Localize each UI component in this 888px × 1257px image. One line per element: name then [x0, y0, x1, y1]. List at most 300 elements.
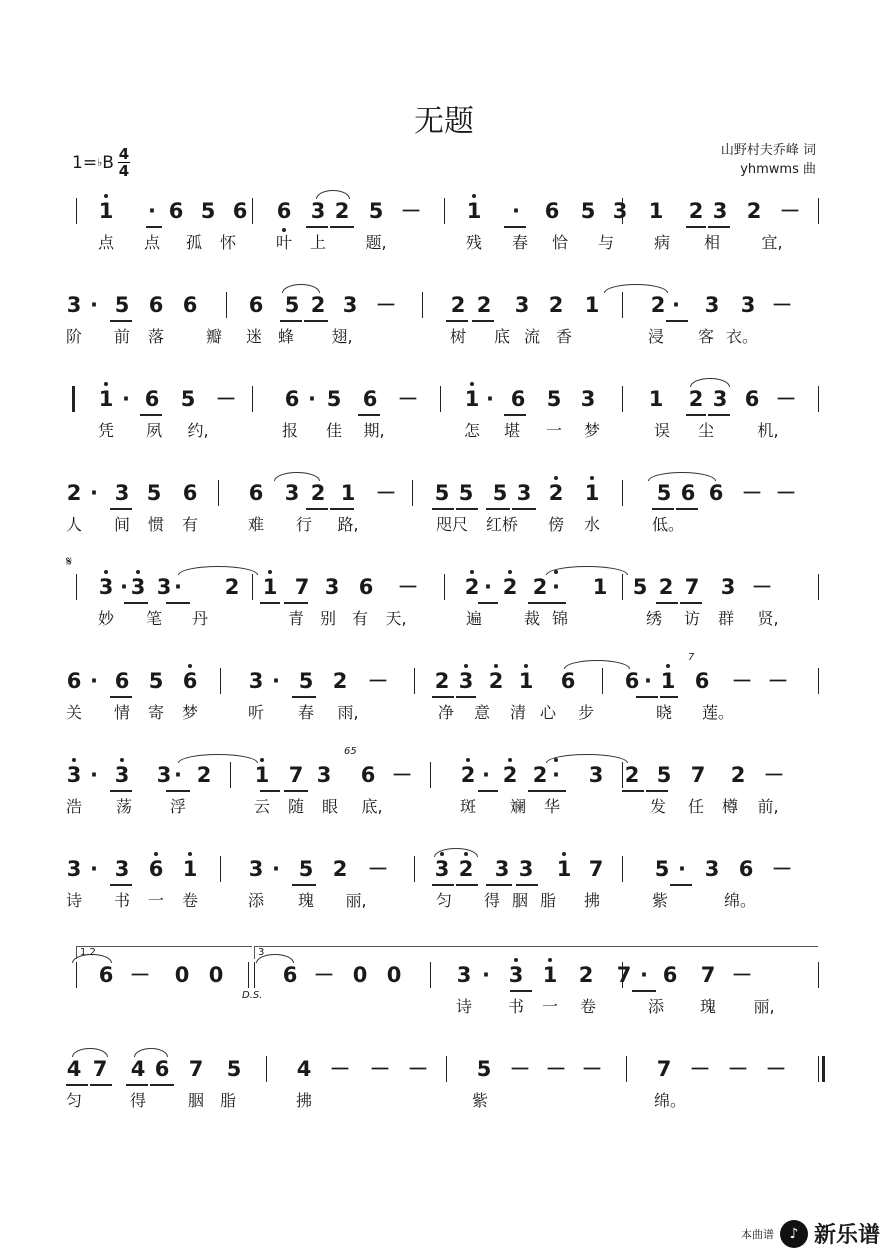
eighth-underline — [486, 508, 510, 510]
high-octave-dot — [470, 570, 474, 574]
lyric-syllable: 净 — [437, 703, 455, 722]
barline — [254, 962, 255, 988]
eighth-underline — [544, 790, 566, 792]
barline — [430, 962, 431, 988]
lyric-syllable: 卷 — [181, 891, 199, 910]
lyric-syllable: 绵。 — [723, 891, 757, 910]
lyric-syllable: 堪 — [503, 421, 521, 440]
lyrics-row — [66, 888, 822, 914]
note: 5 — [146, 481, 162, 505]
lyric-syllable: 蜂 — [277, 327, 295, 346]
lyric-syllable: 怀 — [219, 233, 237, 252]
lyric-syllable: 阶 — [65, 327, 83, 346]
note: 2 — [730, 763, 746, 787]
lyrics-row — [66, 700, 822, 726]
eighth-underline — [292, 884, 316, 886]
note: 6 — [624, 669, 640, 693]
barline — [444, 574, 445, 600]
dash-extension: － — [779, 199, 801, 223]
note: 6 — [738, 857, 754, 881]
note: 5 — [476, 1057, 492, 1081]
lyric-syllable: 流 — [523, 327, 541, 346]
note: 2 — [658, 575, 674, 599]
note: 6 — [66, 669, 82, 693]
augmentation-dot: · — [272, 669, 280, 693]
note: 5 — [492, 481, 508, 505]
meter-top: 4 — [118, 145, 130, 163]
barline — [430, 762, 431, 788]
dash-extension: － — [391, 763, 413, 787]
note: 5 — [458, 481, 474, 505]
note: 1 — [98, 199, 114, 223]
eighth-underline — [260, 790, 280, 792]
note: 3 — [514, 293, 530, 317]
slur — [546, 754, 628, 763]
note: 3 — [66, 857, 82, 881]
eighth-underline — [126, 1084, 148, 1086]
note: 3 — [518, 857, 534, 881]
lyric-syllable: 添 — [647, 997, 665, 1016]
notes-row — [66, 196, 822, 230]
barline — [622, 480, 623, 506]
notes-row — [66, 746, 822, 794]
note: 6 — [362, 387, 378, 411]
barline — [422, 292, 423, 318]
eighth-underline — [478, 602, 498, 604]
lyric-syllable: 青 — [287, 609, 305, 628]
lyric-syllable: 瑰 — [297, 891, 315, 910]
lyric-syllable: 梦 — [181, 703, 199, 722]
dash-extension: － — [775, 387, 797, 411]
dash-extension: － — [375, 481, 397, 505]
note: 2 — [332, 857, 348, 881]
volta-bracket-2: 3 — [254, 946, 818, 959]
lyric-syllable: 诗 — [455, 997, 473, 1016]
score-system-7 — [65, 746, 822, 820]
high-octave-dot — [554, 758, 558, 762]
barline — [622, 962, 623, 988]
lyrics-row — [66, 994, 822, 1020]
key-signature — [72, 146, 130, 179]
note: 7 — [700, 963, 716, 987]
key-note: B — [102, 152, 114, 173]
eighth-underline — [110, 790, 132, 792]
lyrics-row — [66, 1088, 822, 1114]
lyric-syllable: 凭 — [97, 421, 115, 440]
note: 3 — [494, 857, 510, 881]
augmentation-dot: · — [672, 293, 680, 317]
composer-credit: yhmwms 曲 — [740, 162, 816, 177]
augmentation-dot: · — [90, 857, 98, 881]
segno-sign: 𝄋 — [66, 554, 73, 570]
high-octave-dot — [554, 476, 558, 480]
lyric-syllable: 遍 — [465, 609, 483, 628]
note: 2 — [578, 963, 594, 987]
eighth-underline — [260, 602, 280, 604]
note: 6 — [114, 669, 130, 693]
note: 7 — [188, 1057, 204, 1081]
lyric-syllable: 报 — [281, 421, 299, 440]
eighth-underline — [456, 508, 478, 510]
note: 5 — [148, 669, 164, 693]
high-octave-dot — [260, 758, 264, 762]
lyric-syllable: 访 — [683, 609, 701, 628]
lyric-syllable: 水 — [583, 515, 601, 534]
eighth-underline — [516, 884, 538, 886]
note: 7 — [684, 575, 700, 599]
note: 2 — [196, 763, 212, 787]
lyric-syllable: 任 — [687, 797, 705, 816]
lyric-syllable: 绵。 — [653, 1091, 687, 1110]
lyrics-row — [66, 512, 822, 538]
barline — [220, 668, 221, 694]
eighth-underline — [358, 414, 380, 416]
eighth-underline — [622, 790, 644, 792]
lyric-syllable: 匀 — [435, 891, 453, 910]
dash-extension: － — [765, 1057, 787, 1081]
note: 0 — [174, 963, 190, 987]
lyric-syllable: 惯 — [147, 515, 165, 534]
dash-extension: － — [313, 963, 335, 987]
dash-extension: － — [767, 669, 789, 693]
note: 1 — [340, 481, 356, 505]
note: 7 — [294, 575, 310, 599]
lyric-syllable: 误 — [653, 421, 671, 440]
lyric-syllable: 点 — [143, 233, 161, 252]
lyric-syllable: 丽, — [345, 891, 367, 910]
slur — [316, 190, 350, 199]
barline — [412, 480, 413, 506]
eighth-underline — [656, 602, 678, 604]
note: 3 — [156, 763, 172, 787]
high-octave-dot — [104, 194, 108, 198]
note: 5 — [298, 669, 314, 693]
note: 3 — [712, 199, 728, 223]
augmentation-dot: · — [484, 575, 492, 599]
lyric-syllable: 叶 — [275, 233, 293, 252]
eighth-underline — [432, 508, 454, 510]
augmentation-dot: · — [120, 575, 128, 599]
note: 2 — [66, 481, 82, 505]
note: 2 — [502, 763, 518, 787]
barline — [218, 480, 219, 506]
barline — [818, 574, 819, 600]
lyric-syllable: 恰 — [551, 233, 569, 252]
lyric-syllable: 贤, — [757, 609, 779, 628]
eighth-underline — [544, 602, 566, 604]
barline — [818, 1056, 819, 1082]
dash-extension: － — [367, 857, 389, 881]
note: 2 — [548, 481, 564, 505]
dash-extension: － — [369, 1057, 391, 1081]
note: 6 — [708, 481, 724, 505]
lyric-syllable: 云 — [253, 797, 271, 816]
augmentation-dot: · — [90, 763, 98, 787]
lyric-syllable: 眼 — [321, 797, 339, 816]
lyric-syllable: 低。 — [651, 515, 685, 534]
lyric-syllable: 残 — [465, 233, 483, 252]
score-system-1 — [66, 196, 822, 256]
dash-extension: － — [375, 293, 397, 317]
grace-note: 65 — [344, 746, 357, 757]
high-octave-dot — [472, 194, 476, 198]
note: 2 — [532, 763, 548, 787]
note: 3 — [508, 963, 524, 987]
note: 3 — [114, 857, 130, 881]
lyric-syllable: 诗 — [65, 891, 83, 910]
lyric-syllable: 寄 — [147, 703, 165, 722]
barline — [76, 962, 77, 988]
note: 5 — [654, 857, 670, 881]
score-system-2 — [66, 290, 822, 350]
dash-extension: － — [367, 669, 389, 693]
slur — [604, 284, 668, 293]
eighth-underline — [330, 226, 354, 228]
note: 5 — [114, 293, 130, 317]
barline — [76, 198, 77, 224]
dash-extension: － — [751, 575, 773, 599]
note: 3 — [516, 481, 532, 505]
slur — [690, 378, 730, 387]
barline — [226, 292, 227, 318]
lyric-syllable: 笔 — [145, 609, 163, 628]
eighth-underline — [330, 508, 354, 510]
augmentation-dot: · — [122, 387, 130, 411]
lyric-syllable: 意 — [473, 703, 491, 722]
slur — [564, 660, 630, 669]
eighth-underline — [166, 602, 190, 604]
note: 2 — [310, 293, 326, 317]
lyric-syllable: 胭 — [187, 1091, 205, 1110]
slur — [178, 566, 258, 575]
lyric-syllable: 衣。 — [725, 327, 759, 346]
dash-extension: － — [771, 857, 793, 881]
eighth-underline — [486, 884, 512, 886]
meter-bottom: 4 — [118, 162, 130, 180]
eighth-underline — [110, 696, 132, 698]
augmentation-dot: · — [148, 199, 156, 223]
note: 6 — [744, 387, 760, 411]
note: 3 — [130, 575, 146, 599]
lyric-syllable: 宜, — [761, 233, 783, 252]
high-octave-dot — [464, 852, 468, 856]
notes-row — [66, 478, 822, 512]
note: 4 — [66, 1057, 82, 1081]
eighth-underline — [660, 696, 678, 698]
dash-extension: － — [397, 387, 419, 411]
high-octave-dot — [154, 852, 158, 856]
note: 7 — [656, 1057, 672, 1081]
note: 5 — [180, 387, 196, 411]
high-octave-dot — [508, 758, 512, 762]
augmentation-dot: · — [90, 293, 98, 317]
lyric-syllable: 约, — [187, 421, 209, 440]
lyric-syllable: 紫 — [471, 1091, 489, 1110]
dash-extension: － — [731, 963, 753, 987]
note: 1 — [542, 963, 558, 987]
eighth-underline — [110, 320, 132, 322]
augmentation-dot: · — [90, 669, 98, 693]
note: 2 — [548, 293, 564, 317]
note: 2 — [688, 387, 704, 411]
lyric-syllable: 瓣 — [205, 327, 223, 346]
score-system-3 — [66, 384, 822, 444]
lyric-syllable: 迷 — [245, 327, 263, 346]
note: 0 — [386, 963, 402, 987]
note: 1 — [262, 575, 278, 599]
note: 1 — [648, 387, 664, 411]
augmentation-dot: · — [482, 763, 490, 787]
augmentation-dot: · — [644, 669, 652, 693]
lyric-syllable: 拂 — [583, 891, 601, 910]
note: 3 — [66, 763, 82, 787]
note: 1 — [584, 481, 600, 505]
repeat-start-barline — [72, 386, 75, 412]
high-octave-dot — [440, 852, 444, 856]
note: 3 — [316, 763, 332, 787]
note: 3 — [156, 575, 172, 599]
dash-extension: － — [407, 1057, 429, 1081]
dash-extension: － — [397, 575, 419, 599]
eighth-underline — [676, 508, 698, 510]
note: 5 — [632, 575, 648, 599]
note: 2 — [332, 669, 348, 693]
eighth-underline — [670, 884, 692, 886]
lyric-syllable: 卷 — [579, 997, 597, 1016]
eighth-underline — [284, 790, 308, 792]
note: 2 — [650, 293, 666, 317]
lyric-syllable: 底 — [493, 327, 511, 346]
note: 2 — [224, 575, 240, 599]
note: 3 — [98, 575, 114, 599]
lyric-syllable: 清 — [509, 703, 527, 722]
lyric-syllable: 春 — [511, 233, 529, 252]
note: 1 — [592, 575, 608, 599]
note: 2 — [688, 199, 704, 223]
note: 6 — [148, 857, 164, 881]
lyric-syllable: 浸 — [647, 327, 665, 346]
high-octave-dot — [104, 570, 108, 574]
note: 6 — [284, 387, 300, 411]
slur — [282, 284, 320, 293]
note: 6 — [168, 199, 184, 223]
high-octave-dot — [666, 664, 670, 668]
note: 3 — [342, 293, 358, 317]
augmentation-dot: · — [482, 963, 490, 987]
note: 2 — [488, 669, 504, 693]
lyric-syllable: 孤 — [185, 233, 203, 252]
note: 3 — [704, 857, 720, 881]
eighth-underline — [456, 696, 476, 698]
dash-extension: － — [727, 1057, 749, 1081]
note: 1 — [254, 763, 270, 787]
note: 6 — [182, 293, 198, 317]
score-system-6 — [65, 652, 822, 726]
eighth-underline — [680, 602, 702, 604]
lyrics-row — [66, 418, 822, 444]
note: 6 — [680, 481, 696, 505]
lyric-syllable: 浩 — [65, 797, 83, 816]
lyric-syllable: 樽 — [721, 797, 739, 816]
lyric-syllable: 有 — [181, 515, 199, 534]
lyric-syllable: 添 — [247, 891, 265, 910]
eighth-underline — [306, 226, 328, 228]
slur — [546, 566, 628, 575]
high-octave-dot — [188, 852, 192, 856]
dash-extension: － — [771, 293, 793, 317]
lyrics-row — [66, 794, 822, 820]
lyric-syllable: 随 — [287, 797, 305, 816]
notes-row — [66, 290, 822, 324]
note: 3 — [434, 857, 450, 881]
barline — [626, 1056, 627, 1082]
note: 4 — [296, 1057, 312, 1081]
lyric-syllable: 听 — [247, 703, 265, 722]
eighth-underline — [636, 696, 658, 698]
barline — [76, 574, 77, 600]
high-octave-dot — [188, 664, 192, 668]
barline — [818, 962, 819, 988]
dash-extension: － — [689, 1057, 711, 1081]
eighth-underline — [146, 226, 162, 228]
lyric-syllable: 题, — [365, 233, 387, 252]
lyric-syllable: 树 — [449, 327, 467, 346]
note: 3 — [248, 857, 264, 881]
note: 6 — [154, 1057, 170, 1081]
high-octave-dot — [72, 758, 76, 762]
lyric-syllable: 佳 — [325, 421, 343, 440]
eighth-underline — [456, 884, 478, 886]
eighth-underline — [646, 790, 668, 792]
dash-extension: － — [509, 1057, 531, 1081]
dash-extension: － — [215, 387, 237, 411]
notes-row — [66, 652, 822, 700]
eighth-underline — [652, 508, 674, 510]
eighth-underline — [280, 320, 302, 322]
barline — [252, 574, 253, 600]
eighth-underline — [304, 320, 328, 322]
high-octave-dot — [470, 382, 474, 386]
eighth-underline — [472, 320, 494, 322]
augmentation-dot: · — [678, 857, 686, 881]
note: 3 — [248, 669, 264, 693]
notes-row — [66, 554, 822, 606]
eighth-underline — [66, 1084, 88, 1086]
augmentation-dot: · — [640, 963, 648, 987]
note: 6 — [248, 293, 264, 317]
eighth-underline — [110, 884, 132, 886]
note: 3 — [720, 575, 736, 599]
lyric-syllable: 天, — [385, 609, 407, 628]
note: 6 — [360, 763, 376, 787]
eighth-underline — [686, 226, 706, 228]
grace-note: 7 — [688, 652, 695, 663]
lyric-syllable: 前, — [757, 797, 779, 816]
music-note-logo-icon: ♪ — [780, 1220, 808, 1248]
barline — [230, 762, 231, 788]
lyric-syllable: 得 — [483, 891, 501, 910]
augmentation-dot: · — [308, 387, 316, 411]
lyric-syllable: 机, — [757, 421, 779, 440]
note: 3 — [458, 669, 474, 693]
note: 6 — [510, 387, 526, 411]
eighth-underline — [708, 414, 730, 416]
eighth-underline — [686, 414, 706, 416]
time-signature — [118, 146, 130, 179]
note: 5 — [226, 1057, 242, 1081]
note: 2 — [624, 763, 640, 787]
note: 2 — [434, 669, 450, 693]
